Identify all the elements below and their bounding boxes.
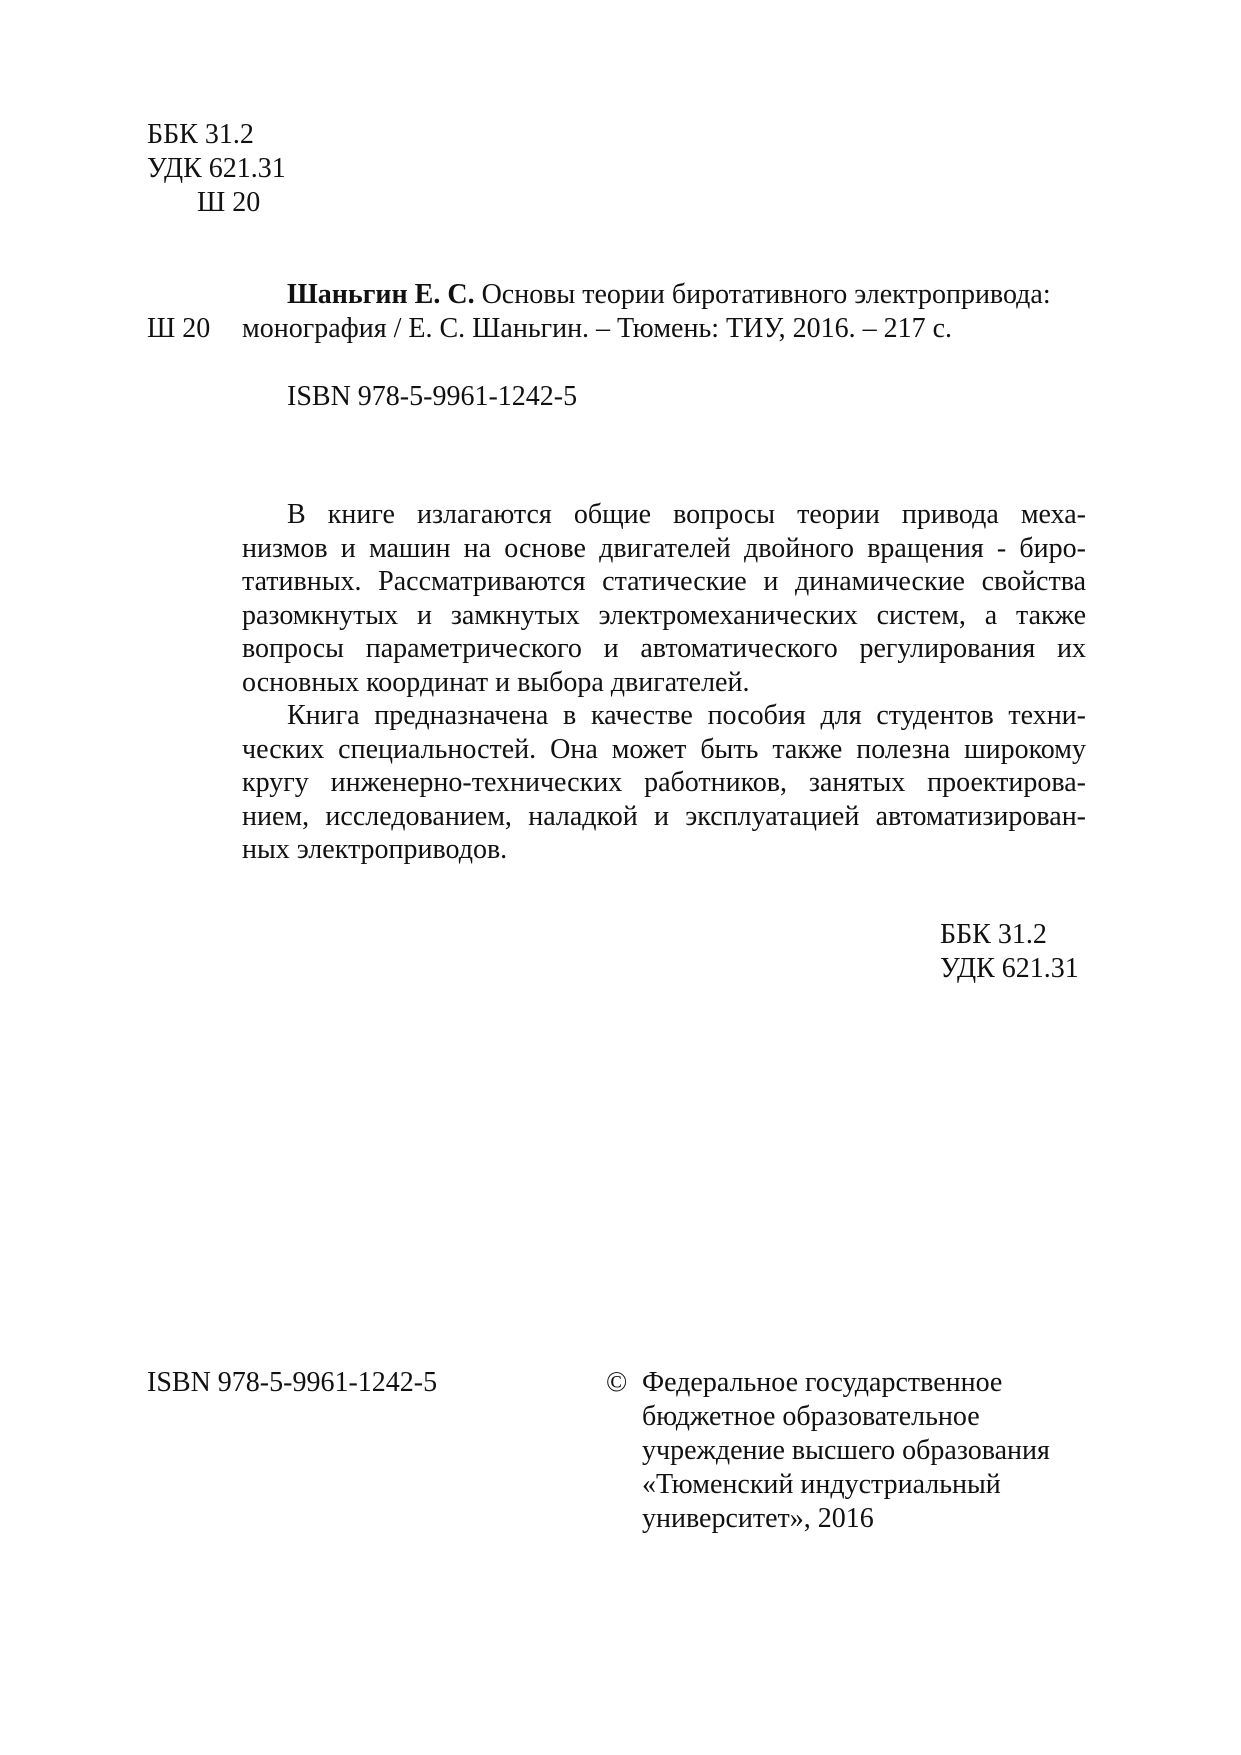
copyright-line: Федеральное государственное (642, 1367, 1003, 1398)
copyright-line: бюджетное образовательное (642, 1401, 980, 1432)
copyright-block (606, 1366, 1050, 1536)
catalog-isbn: ISBN 978-5-9961-1242-5 (287, 381, 578, 412)
author-mark: Ш 20 (197, 187, 261, 218)
footer-isbn: ISBN 978-5-9961-1242-5 (147, 1367, 438, 1398)
catalog-author: Шаньгин Е. С. (287, 279, 475, 310)
annotation-line: низмов и машин на основе двигателей двойного вращения - биро- (242, 532, 1086, 564)
catalog-entry (242, 278, 1086, 346)
right-classification-block (940, 918, 1079, 986)
annotation-line: ческих специальностей. Она может быть также полезна широкому (242, 733, 1086, 765)
catalog-title-line (242, 278, 1086, 312)
copyright-line: учреждение высшего образования (642, 1435, 1050, 1466)
annotation-line: нием, исследованием, наладкой и эксплуатацией автоматизирован- (242, 800, 1086, 832)
annotation-line: В книге излагаются общие вопросы теории привода меха- (287, 499, 1086, 530)
copyright-line: «Тюменский индустриальный (642, 1469, 1001, 1500)
catalog-author-mark: Ш 20 (147, 313, 211, 344)
udk-code: УДК 621.31 (940, 953, 1079, 984)
udk-code: УДК 621.31 (147, 153, 286, 184)
bbk-code: ББК 31.2 (147, 119, 254, 150)
annotation-line: вопросы параметрического и автоматического регулирования их (242, 633, 1086, 664)
annotation (242, 498, 1086, 867)
annotation-line: ных электроприводов. (242, 834, 508, 865)
catalog-title: Основы теории биротативного электропривода: (474, 279, 1051, 310)
bbk-code: ББК 31.2 (940, 919, 1047, 950)
top-classification-block (147, 118, 286, 220)
annotation-line: кругу инженерно-технических работников, занятых проектирова- (242, 767, 1086, 798)
annotation-paragraph-1 (242, 498, 1086, 699)
annotation-line: тативных. Рассматриваются статические и динамические свойства (242, 566, 1086, 597)
annotation-line: разомкнутых и замкнутых электромеханических систем, а также (242, 599, 1086, 631)
copyright-symbol: © (606, 1367, 628, 1398)
copyright-line: университет», 2016 (642, 1503, 874, 1534)
annotation-line: основных координат и выбора двигателей. (242, 666, 750, 698)
annotation-paragraph-2 (242, 699, 1086, 867)
catalog-publication-line: монография / Е. С. Шаньгин. – Тюмень: ТИУ, 2016. – 217 с. (242, 313, 953, 344)
annotation-line: Книга предназначена в качестве пособия для студентов техни- (287, 700, 1086, 731)
